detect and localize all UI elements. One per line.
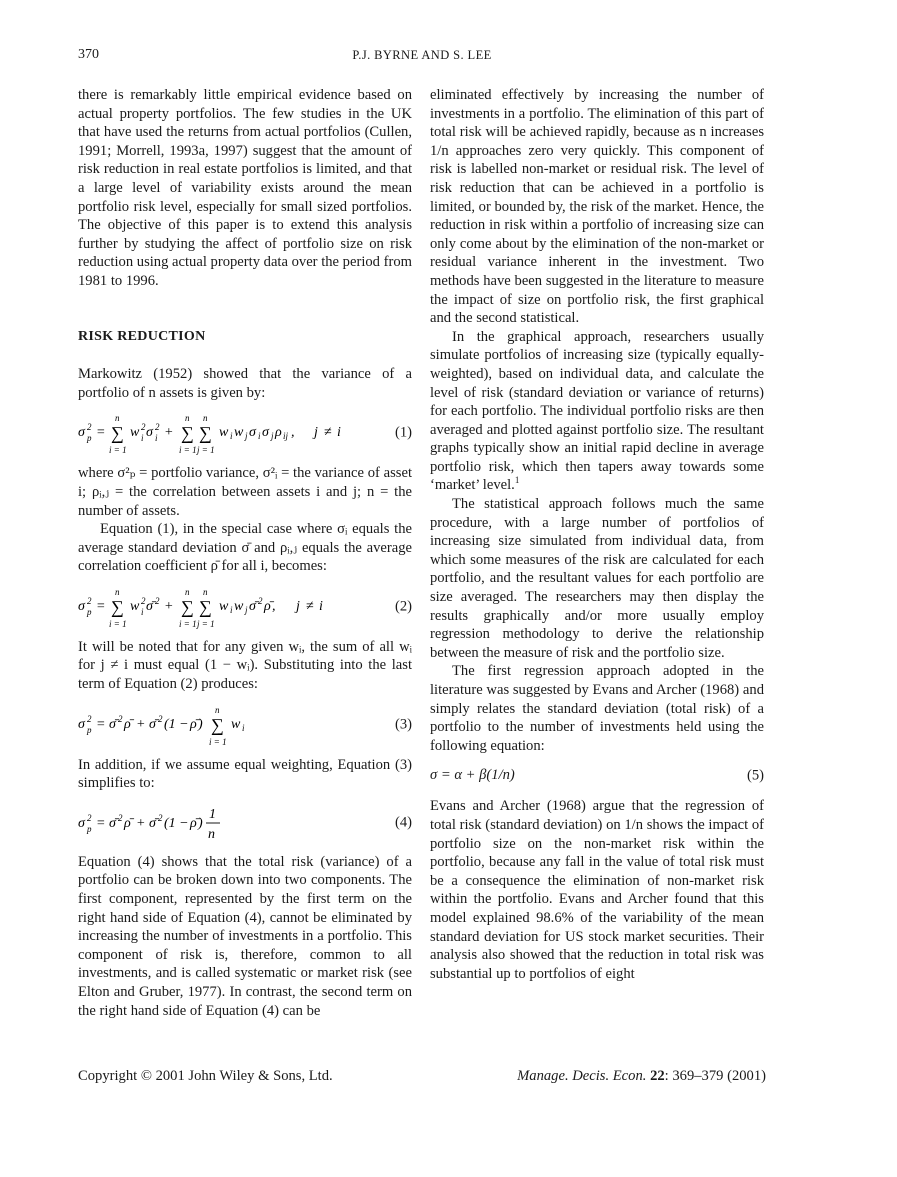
graphical-approach-paragraph xyxy=(430,328,764,495)
journal-citation xyxy=(517,1068,766,1085)
svg-text:∑: ∑ xyxy=(181,423,194,444)
equation-5-number: (5) xyxy=(746,768,764,785)
svg-text:n: n xyxy=(215,704,220,715)
equation1-special-case-paragraph: Equation (1), in the special case where σᵢ equals the average standard deviation σ̄ and ρᵢ,ⱼ equals the average correlation coefficient ρ̄ for all i, becomes: xyxy=(78,521,412,575)
svg-text:σ: σ xyxy=(249,425,256,441)
equation-1-number: (1) xyxy=(394,425,412,442)
equation-5-formula: σ = α + β(1/n) xyxy=(430,767,515,784)
markowitz-paragraph: Markowitz (1952) showed that the variance of a portfolio of n assets is given by: xyxy=(78,366,412,401)
svg-text:j: j xyxy=(271,431,274,442)
where-paragraph: where σ²ₚ = portfolio variance, σ²ᵢ = the variance of asset i; ρᵢ,ⱼ = the correlation between assets i and j; n = the number of assets. xyxy=(78,465,412,519)
svg-text:ρ̄: ρ̄ xyxy=(190,815,197,831)
noted-paragraph: It will be noted that for any given wᵢ, the sum of all wᵢ for j ≠ i must equal (1 − wᵢ). Substituting into the last term of Equation (2) produces: xyxy=(78,638,412,693)
svg-text:(1 −: (1 − xyxy=(164,716,189,732)
equal-weighting-paragraph: In addition, if we assume equal weighting, Equation (3) simplifies to: xyxy=(78,756,412,792)
svg-text:σ: σ xyxy=(78,716,85,732)
page-header xyxy=(78,47,766,69)
equation-4-number: (4) xyxy=(394,814,412,831)
svg-text:ij: ij xyxy=(283,431,289,442)
svg-text:1: 1 xyxy=(209,806,216,822)
svg-text:σ: σ xyxy=(146,425,153,441)
svg-text:+: + xyxy=(164,598,174,614)
svg-text:n: n xyxy=(203,586,208,597)
svg-text:ρ̄: ρ̄ xyxy=(190,716,197,732)
graphical-approach-text: In the graphical approach, researchers usually simulate portfolios of increasing size (typically equally-weighted), based on individual data, and calculate the level of risk (standard deviation or variance of returns) for each portfolio. The individual portfolio risks are then averaged and plotted against portfolio size. The resultant graphs typically show an initial rapid decline in average portfolio risk, which then tapers away towards some ‘market’ level. xyxy=(430,328,764,494)
svg-text:2: 2 xyxy=(258,595,263,606)
journal-pages: : 369–379 (2001) xyxy=(664,1068,766,1084)
svg-text:i = 1: i = 1 xyxy=(179,618,197,629)
svg-text:i: i xyxy=(141,606,144,617)
svg-text:2: 2 xyxy=(158,812,163,823)
equation-5 xyxy=(430,763,764,789)
svg-text:σ: σ xyxy=(78,815,85,831)
svg-text:2: 2 xyxy=(118,812,123,823)
journal-volume: 22 xyxy=(650,1068,665,1084)
svg-text:≠: ≠ xyxy=(306,598,314,614)
svg-text:i = 1: i = 1 xyxy=(109,445,127,456)
running-title: P.J. BYRNE AND S. LEE xyxy=(352,48,492,62)
evans-archer-paragraph: Evans and Archer (1968) argue that the regression of total risk (standard deviation) on 1/n shows the impact of portfolio size on the non-market risk within the portfolio, because any fall in the value of total risk must be a consequence the elimination of non-market risk within the portfolio. Evans and Archer found that this model explained 98.6% of the variability of the mean standard deviation for US stock market securities. Their analysis also showed that the reduction in total risk was substantial up to portfolios of eight xyxy=(430,798,764,982)
svg-text:σ̄: σ̄ xyxy=(146,598,153,614)
svg-text:p: p xyxy=(87,433,92,444)
svg-text:∑: ∑ xyxy=(199,423,212,444)
equation-3 xyxy=(78,700,412,750)
svg-text:2: 2 xyxy=(87,422,92,433)
svg-text:2: 2 xyxy=(87,595,92,606)
equation-2 xyxy=(78,582,412,632)
page-footer xyxy=(78,1068,766,1090)
left-column xyxy=(78,86,412,1020)
svg-text:σ̄: σ̄ xyxy=(109,716,116,732)
equation-4-formula xyxy=(78,799,378,847)
equation-2-number: (2) xyxy=(394,598,412,615)
svg-text:i: i xyxy=(230,431,233,442)
svg-text:∑: ∑ xyxy=(181,596,194,617)
svg-text:+: + xyxy=(164,425,174,441)
svg-text:(1 −: (1 − xyxy=(164,815,189,831)
svg-text:σ̄: σ̄ xyxy=(149,815,156,831)
elimination-paragraph: eliminated effectively by increasing the number of investments in a portfolio. The elimination of this part of total risk will be achieved rapidly, because as n increases 1/n approaches zero very quickly. This component of risk is labelled non-market or residual risk. The level of risk reduction that can be achieved in a portfolio is limited, or bounded by, the risk of the market. Hence, the reduction in risk within a portfolio of increasing size can only come about by the elimination of the non-market or residual variance inherent in the investment. Two methods have been suggested in the literature to measure the impact of size on portfolio risk, the first graphical and the second statistical. xyxy=(430,87,764,327)
svg-text:j: j xyxy=(245,431,248,442)
svg-text:=: = xyxy=(96,815,106,831)
svg-text:2: 2 xyxy=(155,422,160,433)
svg-text:w: w xyxy=(219,598,229,614)
svg-text:w: w xyxy=(234,425,244,441)
svg-text:i: i xyxy=(242,722,245,733)
svg-text:i: i xyxy=(258,431,261,442)
svg-text:p: p xyxy=(87,724,92,735)
svg-text:n: n xyxy=(185,586,190,597)
regression-approach-paragraph: The first regression approach adopted in the literature was suggested by Evans and Archer (1968) and simply relates the standard deviation (total risk) of a portfolio to the number of investments held using the following equation: xyxy=(430,663,764,754)
svg-text:+: + xyxy=(136,815,146,831)
svg-text:i = 1: i = 1 xyxy=(179,445,197,456)
svg-text:=: = xyxy=(96,425,106,441)
svg-text:w: w xyxy=(219,425,229,441)
svg-text:p: p xyxy=(87,606,92,617)
svg-text:w: w xyxy=(234,598,244,614)
footnote-marker: 1 xyxy=(514,475,520,486)
svg-text:σ̄: σ̄ xyxy=(249,598,256,614)
svg-text:i: i xyxy=(141,433,144,444)
svg-text:w: w xyxy=(130,425,140,441)
intro-paragraph: there is remarkably little empirical evidence based on actual property portfolios. The few studies in the UK that have used the returns from actual portfolios (Cullen, 1991; Morrell, 1993a, 1997) suggest that the amount of risk reduction in real estate portfolios is limited, and that a large level of variability exists around the mean portfolio risk level, especially for small sized portfolios. The objective of this paper is to extend this analysis further by studying the affect of portfolio size on risk reduction using actual property data over the period from 1981 to 1996. xyxy=(78,87,412,289)
svg-text:2: 2 xyxy=(158,713,163,724)
statistical-approach-paragraph: The statistical approach follows much the same procedure, with a large number of portfolios of increasing size simulated from individual data, from which some measures of the risk are calculated for each portfolio, and the resultant values for each portfolio are size averaged. The researchers may then display the results graphically and/or more usually employ regression methodology to derive the relationship between the measure of risk and the portfolio size. xyxy=(430,496,764,661)
svg-text:i = 1: i = 1 xyxy=(209,736,227,747)
svg-text:n: n xyxy=(115,586,120,597)
svg-text:j = 1: j = 1 xyxy=(197,618,215,629)
svg-text:σ̄: σ̄ xyxy=(149,716,156,732)
page-number: 370 xyxy=(78,47,99,62)
svg-text:): ) xyxy=(198,815,203,831)
svg-text:ρ̄: ρ̄ xyxy=(124,815,131,831)
svg-text:n: n xyxy=(185,413,190,424)
equation-1-formula xyxy=(78,408,378,458)
svg-text:,: , xyxy=(291,425,295,441)
journal-name: Manage. Decis. Econ. xyxy=(517,1068,647,1084)
svg-text:j: j xyxy=(296,598,300,614)
svg-text:2: 2 xyxy=(155,595,160,606)
svg-text:i: i xyxy=(230,604,233,615)
svg-text:2: 2 xyxy=(87,713,92,724)
equation-3-formula xyxy=(78,700,378,750)
svg-text:ρ̄: ρ̄ xyxy=(124,716,131,732)
svg-text:∑: ∑ xyxy=(111,423,124,444)
svg-text:i: i xyxy=(319,598,323,614)
svg-text:σ̄: σ̄ xyxy=(109,815,116,831)
svg-text:∑: ∑ xyxy=(211,714,224,735)
svg-text:n: n xyxy=(203,413,208,424)
equation-3-number: (3) xyxy=(394,716,412,733)
equation-2-formula xyxy=(78,582,378,632)
section-heading: RISK REDUCTION xyxy=(78,328,206,344)
svg-text:∑: ∑ xyxy=(111,596,124,617)
equation-1 xyxy=(78,408,412,458)
svg-text:n: n xyxy=(208,826,215,842)
svg-text:2: 2 xyxy=(141,595,146,606)
copyright-notice: Copyright © 2001 John Wiley & Sons, Ltd. xyxy=(78,1068,333,1084)
equation-4 xyxy=(78,799,412,847)
svg-text:j: j xyxy=(314,425,318,441)
svg-text:∑: ∑ xyxy=(199,596,212,617)
svg-text:p: p xyxy=(87,823,92,834)
svg-text:+: + xyxy=(136,716,146,732)
svg-text:i: i xyxy=(155,433,158,444)
right-column xyxy=(430,86,764,983)
svg-text:2: 2 xyxy=(141,422,146,433)
equation4-explanation-paragraph: Equation (4) shows that the total risk (variance) of a portfolio can be broken down into two components. The first component, represented by the first term on the right hand side of Equation (4), cannot be eliminated by increasing the number of investments in a portfolio. This component of risk is, therefore, common to all investments, and is called systematic or market risk (see Elton and Gruber, 1977). In contrast, the second term on the right hand side of Equation (4) can be xyxy=(78,853,412,1019)
svg-text:w: w xyxy=(130,598,140,614)
svg-text:σ: σ xyxy=(262,425,269,441)
svg-text:j: j xyxy=(245,604,248,615)
svg-text:i = 1: i = 1 xyxy=(109,618,127,629)
svg-text:≠: ≠ xyxy=(324,425,332,441)
svg-text:ρ̄: ρ̄ xyxy=(264,598,271,614)
svg-text:=: = xyxy=(96,598,106,614)
svg-text:w: w xyxy=(231,716,241,732)
svg-text:2: 2 xyxy=(87,812,92,823)
svg-text:,: , xyxy=(272,598,276,614)
svg-text:): ) xyxy=(198,716,203,732)
svg-text:j = 1: j = 1 xyxy=(197,445,215,456)
svg-text:i: i xyxy=(337,425,341,441)
svg-text:=: = xyxy=(96,716,106,732)
svg-text:2: 2 xyxy=(118,713,123,724)
svg-text:σ: σ xyxy=(78,425,85,441)
svg-text:σ: σ xyxy=(78,598,85,614)
svg-text:ρ: ρ xyxy=(275,425,282,441)
svg-text:n: n xyxy=(115,413,120,424)
